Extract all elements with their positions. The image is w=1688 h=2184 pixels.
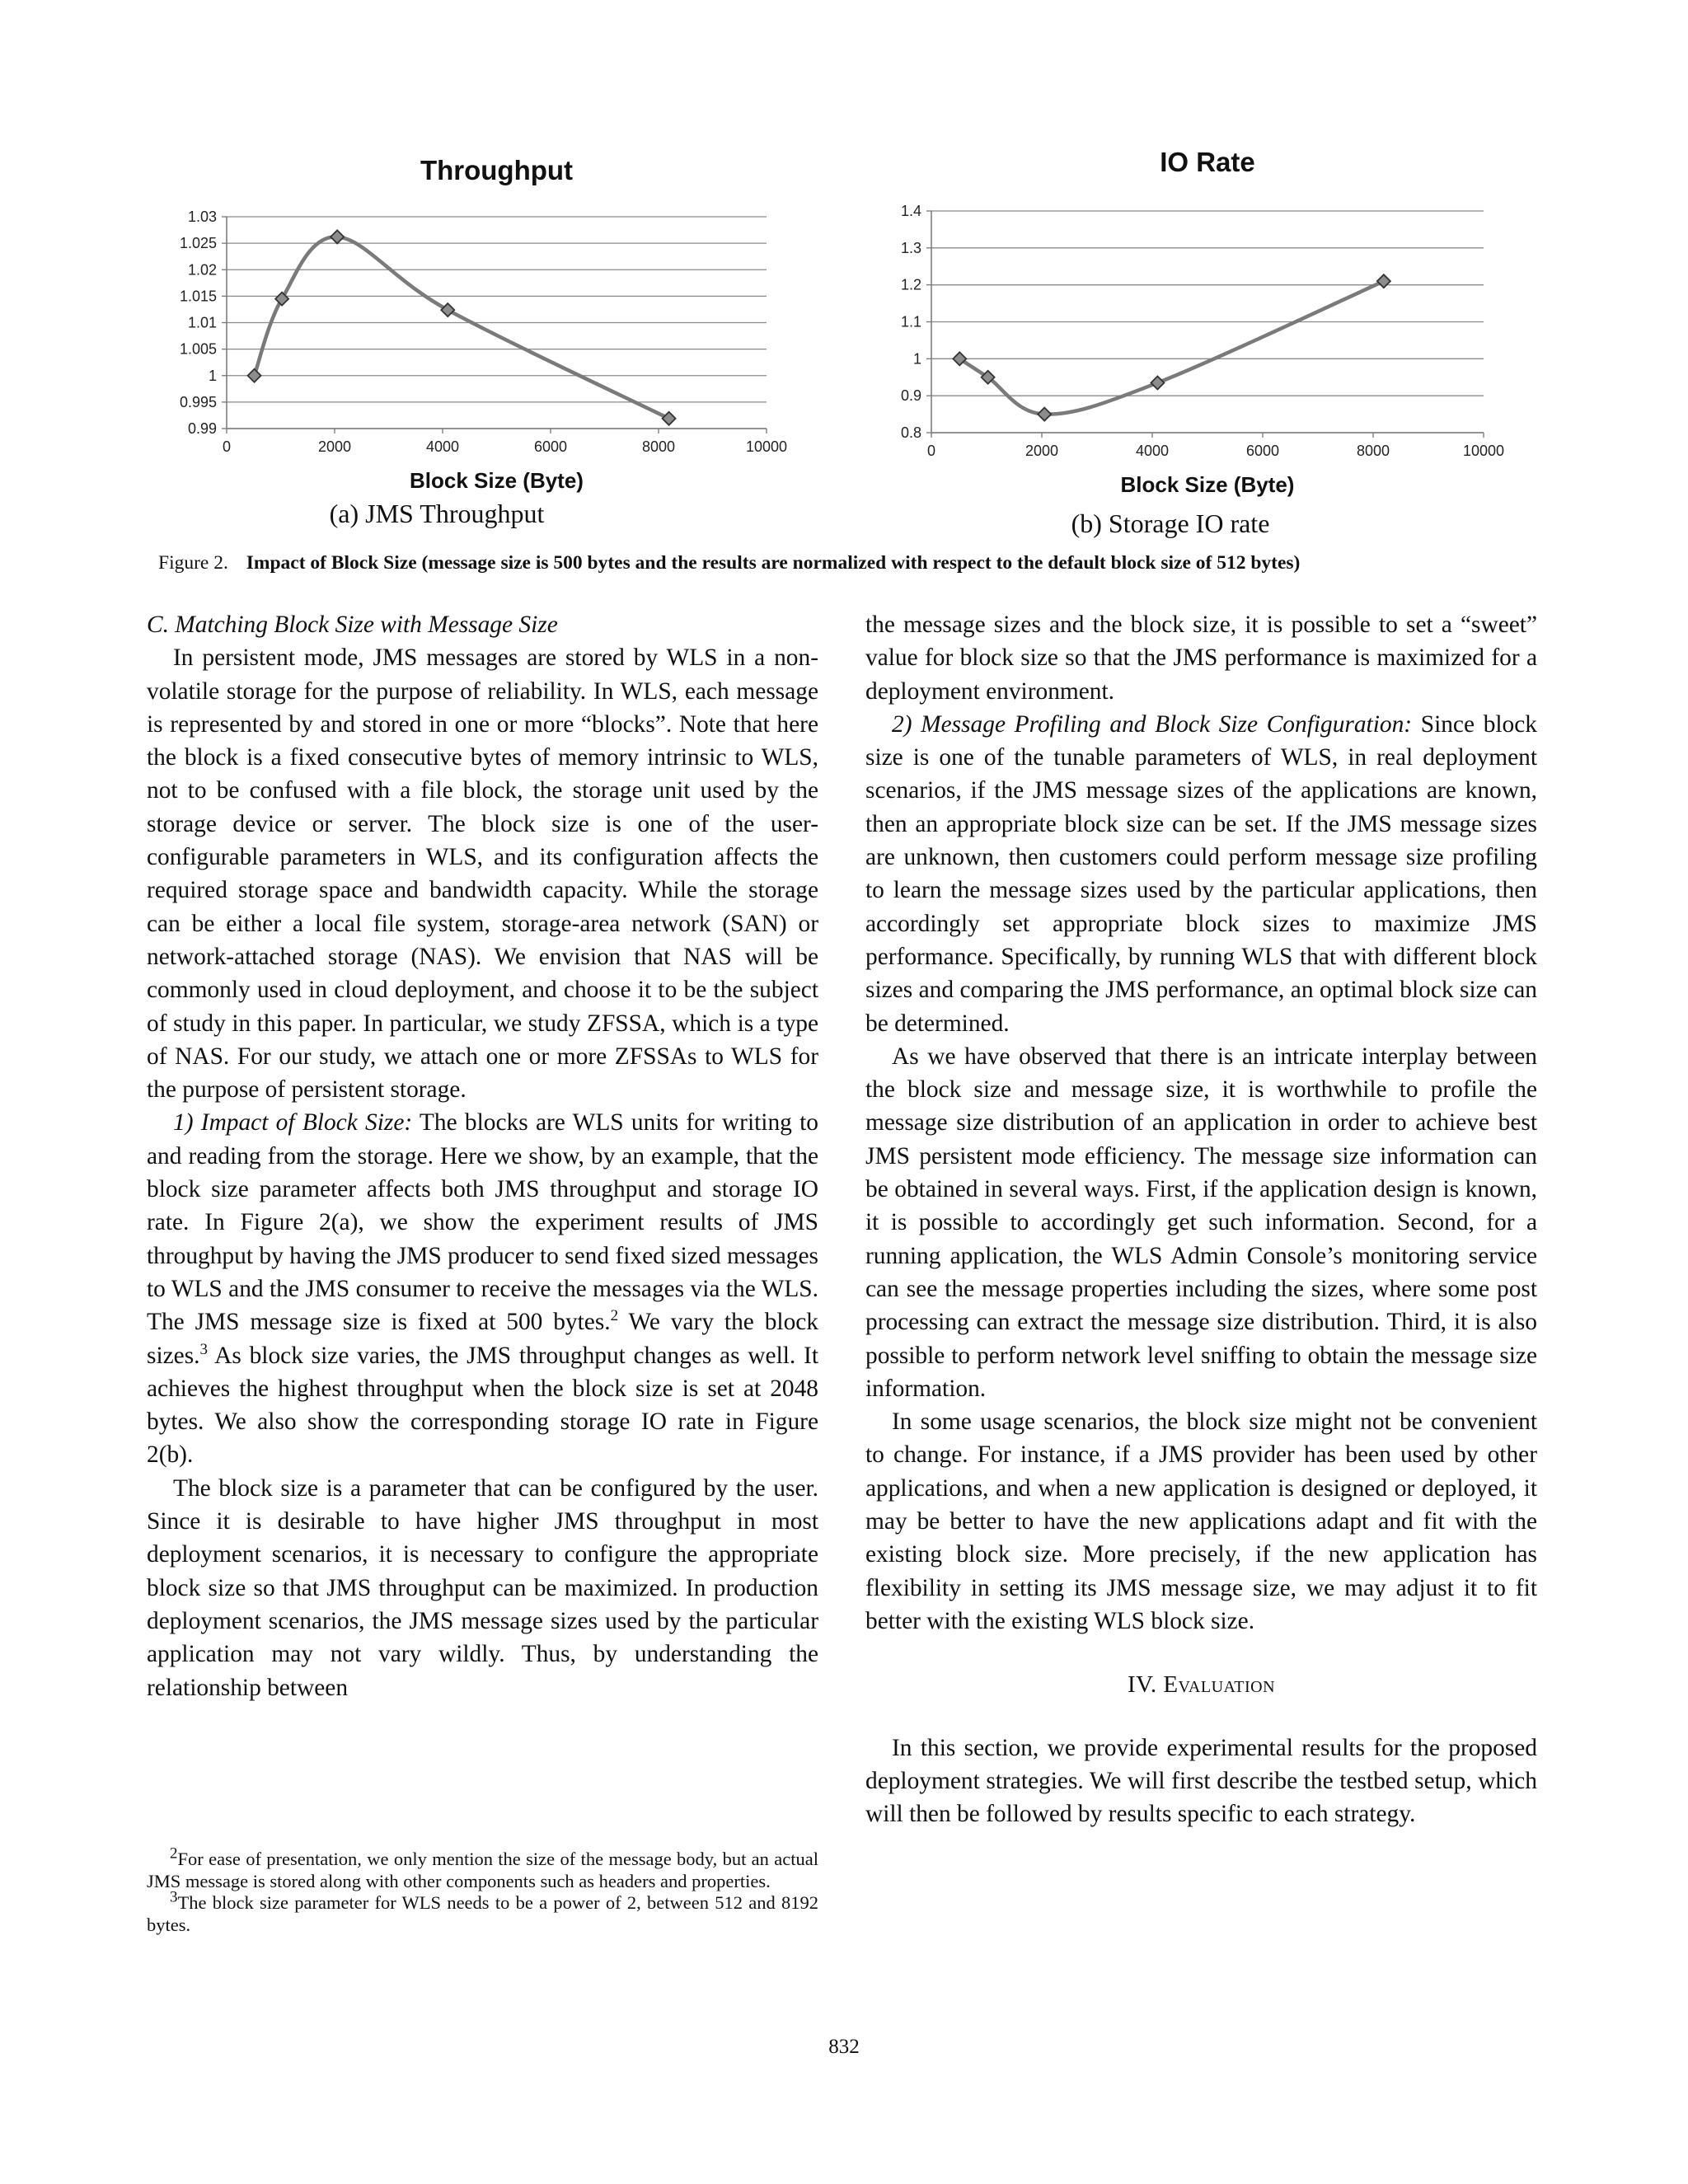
data-point <box>331 230 344 243</box>
left-column <box>147 608 818 1704</box>
footnote-mark: 3 <box>170 1888 178 1906</box>
x-tick-label: 6000 <box>1245 443 1280 459</box>
footnote-ref: 2 <box>610 1307 619 1325</box>
footnote-mark: 2 <box>170 1844 178 1863</box>
figure-caption-text: Impact of Block Size (message size is 500 bytes and the results are normalized with respect to the default block size of 512 bytes) <box>246 552 1301 574</box>
paragraph: As we have observed that there is an intricate interplay between the block size and message size, it is worthwhile to profile the message size distribution of an application in order to achieve best JMS persistent mode efficiency. The message size information can be obtained in several ways. First, if the application design is known, it is possible to accordingly get such information. Second, for a running application, the WLS Admin Console’s monitoring service can see the message properties including the sizes, where some post processing can extract the message size distribution. Third, it is also possible to perform network level sniffing to obtain the message size information. <box>865 1043 1537 1402</box>
y-tick-label: 1.015 <box>179 288 217 305</box>
paragraph-text: Since block size is one of the tunable parameters of WLS, in real deployment scenarios, if the JMS message sizes of the applications are known, then an appropriate block size can be set. If the JMS message sizes are unknown, then customers could perform message size profiling to learn the message sizes used by the particular applications, then accordingly set appropriate block sizes to maximize JMS performance. Specifically, by running WLS that with different block sizes and comparing the JMS performance, an optimal block size can be determined. <box>865 710 1537 1037</box>
y-tick-label: 1.025 <box>179 235 217 252</box>
paragraph <box>147 1106 818 1471</box>
right-column <box>865 608 1537 1830</box>
paragraph: The block size is a parameter that can be configured by the user. Since it is desirable to have higher JMS throughput in most deployment scenarios, it is necessary to configure the appropriate block size so that JMS throughput can be maximized. In production deployment scenarios, the JMS message sizes used by the particular application may not vary wildly. Thus, by understanding the relationship between <box>147 1474 818 1701</box>
data-point <box>1038 408 1051 421</box>
subsection-heading: 2) Message Profiling and Block Size Configuration: <box>892 710 1413 738</box>
y-tick-label: 0.995 <box>179 393 217 410</box>
subcaption-a: (a) JMS Throughput <box>329 499 545 528</box>
x-tick-label: 10000 <box>1462 443 1505 459</box>
x-tick-label: 4000 <box>1135 443 1170 459</box>
x-tick-label: 4000 <box>425 438 460 455</box>
y-tick-label: 1.1 <box>900 313 921 330</box>
paragraph: the message sizes and the block size, it is possible to set a “sweet” value for block size so that the JMS performance is maximized for a deployment environment. <box>865 612 1537 705</box>
chart-title: Throughput <box>420 155 574 185</box>
footnotes <box>147 1844 818 1936</box>
y-tick-label: 1 <box>208 367 217 384</box>
footnote-text: The block size parameter for WLS needs to be a power of 2, between 512 and 8192 bytes. <box>147 1892 818 1935</box>
paragraph-text: As block size varies, the JMS throughput changes as well. It achieves the highest throughput when the block size is set at 2048 bytes. We also show the corresponding storage IO rate in Figure 2(b). <box>147 1342 818 1469</box>
x-tick-label: 8000 <box>641 438 676 455</box>
y-tick-label: 1.03 <box>187 209 217 225</box>
x-tick-label: 0 <box>926 443 936 459</box>
footnote <box>147 1888 818 1936</box>
y-tick-label: 0.8 <box>900 424 921 441</box>
footnote <box>147 1844 818 1892</box>
section-number: IV. <box>1127 1671 1157 1699</box>
y-tick-label: 1.01 <box>187 314 217 331</box>
y-tick-label: 1.2 <box>900 276 921 293</box>
x-axis-label: Block Size (Byte) <box>410 468 584 493</box>
subcaption-b: (b) Storage IO rate <box>1071 509 1270 538</box>
x-tick-label: 2000 <box>1025 443 1059 459</box>
section-title: Evaluation <box>1163 1671 1276 1699</box>
paragraph-text: The blocks are WLS units for writing to and reading from the storage. Here we show, by an example, that the block size parameter affects both JMS throughput and storage IO rate. In Figure 2(a), we show the experiment results of JMS throughput by having the JMS producer to send fixed sized messages to WLS and the JMS consumer to receive the messages via the WLS. The JMS message size is fixed at 500 bytes. <box>147 1109 818 1336</box>
throughput-chart-svg <box>144 152 787 499</box>
y-tick-label: 1.4 <box>900 203 921 219</box>
data-point <box>1377 274 1390 288</box>
data-point <box>248 369 261 382</box>
y-tick-label: 1.3 <box>900 239 921 256</box>
series-line <box>255 237 669 418</box>
y-tick-label: 1 <box>912 350 921 368</box>
x-tick-label: 2000 <box>317 438 352 455</box>
x-tick-label: 0 <box>222 438 232 455</box>
io-rate-chart-svg <box>865 144 1525 511</box>
paragraph-text: We vary the block sizes. <box>147 1309 819 1369</box>
footnote-text: For ease of presentation, we only mention the size of the message body, but an actual JMS message is stored along with other components such as headers and properties. <box>147 1849 818 1891</box>
chart-title: IO Rate <box>1160 147 1255 177</box>
figure-caption <box>158 552 1543 574</box>
paragraph: In some usage scenarios, the block size might not be convenient to change. For instance, if a JMS provider has been used by other applications, and when a new application is designed or deployed, it may be better to have the new applications adapt and fit with the existing block size. More precisely, if the new application has flexibility in setting its JMS message size, we may adjust it to fit better with the existing WLS block size. <box>865 1408 1537 1634</box>
y-tick-label: 0.9 <box>900 387 921 405</box>
paragraph: In this section, we provide experimental results for the proposed deployment strategies. We will first describe the testbed setup, which will then be followed by results specific to each strategy. <box>865 1734 1537 1828</box>
throughput-chart <box>144 152 787 499</box>
subsection-heading: 1) Impact of Block Size: <box>173 1109 413 1137</box>
section-heading-iv <box>865 1668 1537 1701</box>
paragraph <box>865 708 1537 1040</box>
x-tick-label: 10000 <box>745 438 788 455</box>
y-tick-label: 1.02 <box>187 261 217 279</box>
x-tick-label: 6000 <box>533 438 568 455</box>
section-heading-c: C. Matching Block Size with Message Size <box>147 612 558 638</box>
figure-caption-label: Figure 2. <box>158 552 228 574</box>
page-number: 832 <box>828 2036 860 2058</box>
data-point <box>1151 376 1164 389</box>
series-line <box>959 281 1384 414</box>
x-tick-label: 8000 <box>1356 443 1390 459</box>
paragraph: In persistent mode, JMS messages are stored by WLS in a non-volatile storage for the purpose of reliability. In WLS, each message is represented by and stored in one or more “blocks”. Note that here the block is a fixed consecutive bytes of memory intrinsic to WLS, not to be confused with a file block, the storage unit used by the storage device or server. The block size is one of the user-configurable parameters in WLS, and its configuration affects the required storage space and bandwidth capacity. While the storage can be either a local file system, storage-area network (SAN) or network-attached storage (NAS). We envision that NAS will be commonly used in cloud deployment, and choose it to be the subject of study in this paper. In particular, we study ZFSSA, which is a type of NAS. For our study, we attach one or more ZFSSAs to WLS for the purpose of persistent storage. <box>147 644 818 1104</box>
y-tick-label: 1.005 <box>179 340 217 358</box>
y-tick-label: 0.99 <box>187 420 217 437</box>
x-axis-label: Block Size (Byte) <box>1120 472 1295 497</box>
footnote-ref: 3 <box>199 1340 208 1358</box>
data-point <box>663 412 676 425</box>
io-rate-chart <box>865 144 1525 511</box>
